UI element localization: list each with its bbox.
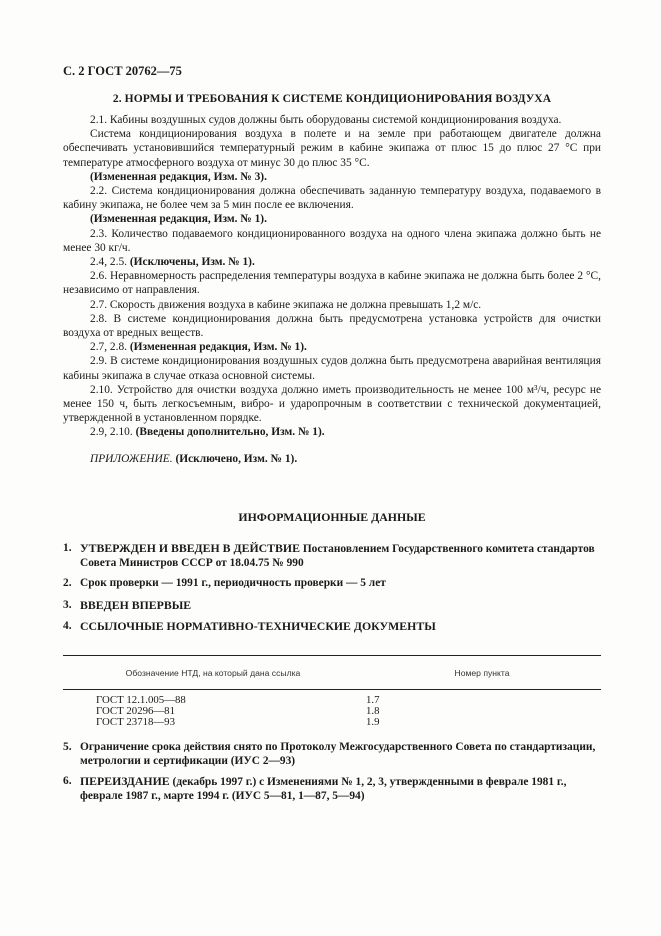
table-cell-item: 1.7 — [366, 694, 380, 706]
paragraph-2-9: 2.9. В системе кондиционирования воздушных судов должна быть предусмотрена аварийная вентиляция кабины экипажа в случае отказа основной системы. — [63, 355, 601, 382]
edit-note: (Измененная редакция, Изм. № 1). — [90, 213, 267, 226]
edit-note: (Измененная редакция, Изм. № 3). — [90, 170, 267, 183]
info-title: ИНФОРМАЦИОННЫЕ ДАННЫЕ — [238, 510, 426, 524]
info-number: 3. — [63, 599, 72, 611]
info-number: 4. — [63, 620, 72, 632]
table-header — [63, 656, 601, 689]
section-title: 2. НОРМЫ И ТРЕБОВАНИЯ К СИСТЕМЕ КОНДИЦИОНИРОВАНИЯ ВОЗДУХА — [112, 93, 552, 105]
edit-note: (Измененная редакция, Изм. № 1). — [129, 341, 307, 354]
paragraph-2-2: 2.2. Система кондиционирования должна обеспечивать заданную температуру воздуха, подаваемого в кабину экипажа, не более чем за 5 мин после ее включения. — [63, 185, 601, 212]
info-text: (декабрь 1997 г.) с Изменениями № 1, 2, 3, утвержденными в феврале 1981 г., феврале 1987 г., марте 1994 г. (ИУС 5—81, 1—87, 5—94) — [80, 776, 567, 803]
paragraph-number: 2.9, 2.10. — [90, 426, 133, 439]
info-number: 5. — [63, 741, 72, 753]
paragraph-number: 2.7, 2.8. — [90, 341, 128, 354]
info-number: 6. — [63, 775, 72, 787]
paragraph-2-9-2-10 — [63, 425, 601, 439]
table-row — [63, 717, 601, 728]
reference-table — [63, 655, 601, 729]
paragraph-2-8: 2.8. В системе кондиционирования должна быть предусмотрена установка устройств для очистки воздуха от вредных веществ. — [63, 312, 601, 340]
info-number: 1. — [63, 542, 72, 554]
table-cell-item: 1.8 — [366, 705, 380, 718]
paragraph-system: Система кондиционирования воздуха в полете и на земле при работающем двигателе должна обеспечивать установившийся температурный режим в кабине экипажа от плюс 15 до плюс 27 °С при температуре атмосферного воздуха от минус 30 до плюс 35 °С. — [63, 128, 601, 169]
appendix-status: (Исключено, Изм. № 1). — [175, 452, 298, 465]
info-text: ССЫЛОЧНЫЕ НОРМАТИВНО-ТЕХНИЧЕСКИЕ ДОКУМЕНТЫ — [80, 619, 436, 633]
appendix-note — [63, 452, 601, 466]
paragraph-2-6: 2.6. Неравномерность распределения температуры воздуха в кабине экипажа не должна быть более 2 °С, независимо от направления. — [63, 270, 601, 297]
table-cell-item: 1.9 — [366, 716, 380, 729]
paragraph-2-10: 2.10. Устройство для очистки воздуха должно иметь производительность не менее 100 м³/ч, ресурс не менее 150 ч, быть легкосъемным, вибро- и ударопрочным в соответствии с технической документацией, утвержденной в установленном порядке. — [63, 383, 601, 425]
info-item-1 — [63, 541, 601, 570]
info-caps: УТВЕРЖДЕН И ВВЕДЕН В ДЕЙСТВИЕ — [80, 541, 300, 555]
info-item-3 — [63, 598, 601, 612]
info-text: Ограничение срока действия снято по Протоколу Межгосударственного Совета по стандартизации, метрологии и сертификации (ИУС 2—93) — [80, 741, 596, 768]
table-cell-doc: ГОСТ 23718—93 — [96, 716, 175, 729]
info-caps: ПЕРЕИЗДАНИЕ — [80, 774, 170, 788]
info-item-4 — [63, 619, 601, 633]
info-text: Срок проверки — 1991 г., периодичность проверки — 5 лет — [80, 577, 386, 589]
edit-note: (Введены дополнительно, Изм. № 1). — [135, 426, 325, 439]
info-text: ВВЕДЕН ВПЕРВЫЕ — [80, 598, 192, 612]
info-item-6 — [63, 774, 601, 803]
paragraph-2-7-2-8 — [63, 340, 601, 354]
paragraph-2-1: 2.1. Кабины воздушных судов должны быть оборудованы системой кондиционирования воздуха. — [90, 114, 562, 126]
info-item-5 — [63, 740, 601, 768]
section-body — [63, 113, 601, 466]
appendix-label: ПРИЛОЖЕНИЕ. — [90, 452, 173, 465]
paragraph-2-3: 2.3. Количество подаваемого кондиционированного воздуха на одного члена экипажа должно быть не менее 30 кг/ч. — [63, 227, 601, 254]
edit-note: (Исключены, Изм. № 1). — [129, 256, 255, 269]
paragraph-2-4-2-5 — [63, 255, 601, 269]
info-text: Постановлением Государственного комитета стандартов Совета Министров СССР от 18.04.75 № 990 — [80, 543, 595, 570]
table-col-doc: Обозначение НТД, на который дана ссылка — [125, 667, 301, 678]
paragraph-2-7: 2.7. Скорость движения воздуха в кабине экипажа не должна превышать 1,2 м/с. — [90, 298, 482, 311]
info-item-2 — [63, 576, 601, 590]
table-col-item: Номер пункта — [454, 667, 510, 678]
info-number: 2. — [63, 577, 72, 589]
paragraph-number: 2.4, 2.5. — [90, 256, 128, 269]
table-cell-doc: ГОСТ 12.1.005—88 — [96, 694, 186, 706]
table-body — [63, 690, 601, 729]
page-header: С. 2 ГОСТ 20762—75 — [63, 64, 182, 78]
table-cell-doc: ГОСТ 20296—81 — [96, 705, 175, 718]
